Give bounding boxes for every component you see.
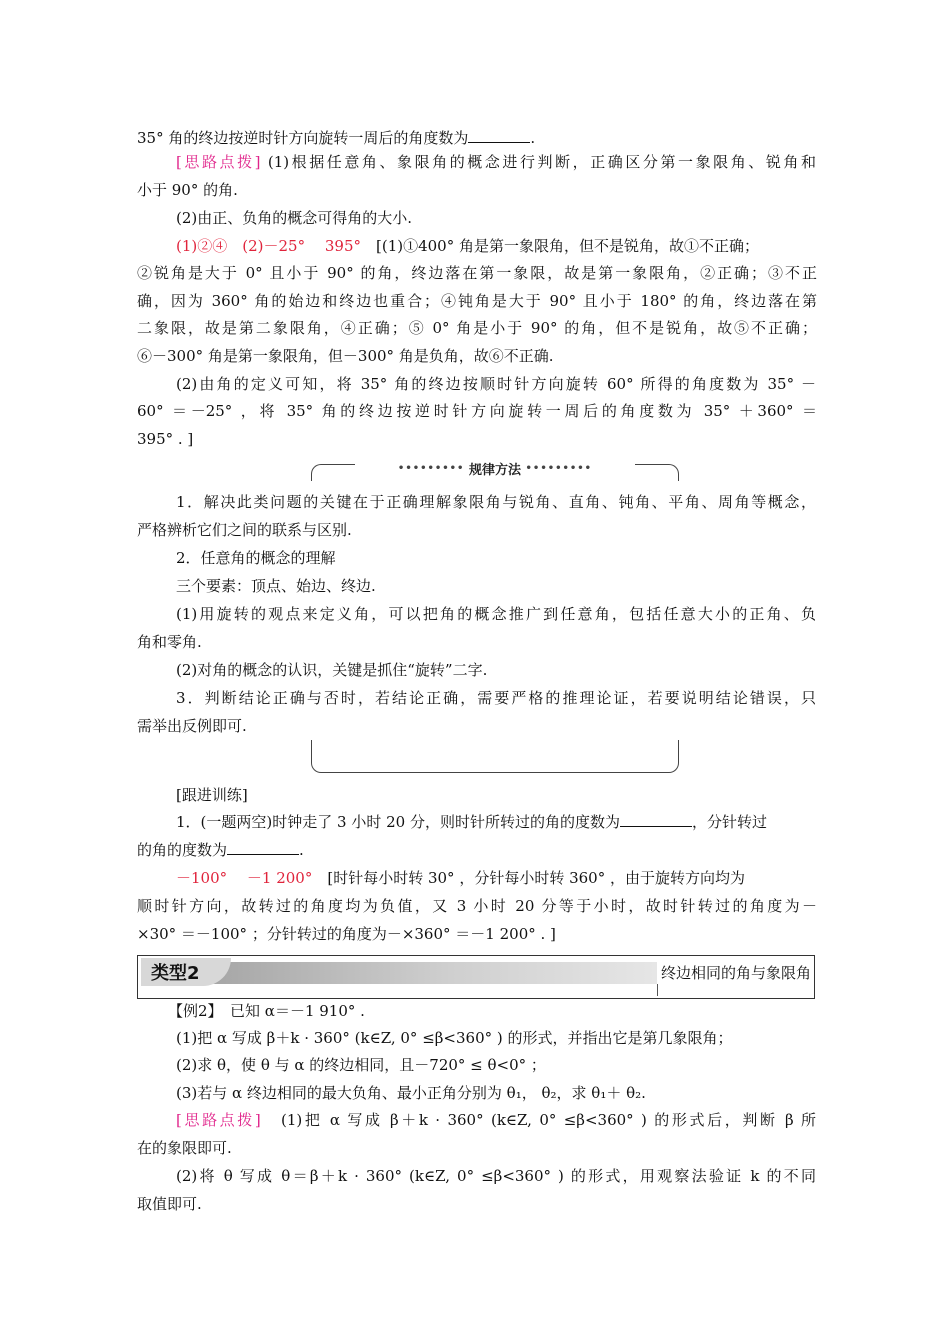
text-line: 需举出反例即可.: [137, 717, 247, 735]
answer-text: －100° －1 200°: [176, 869, 313, 887]
text-line: 2．任意角的概念的理解: [176, 549, 336, 567]
type-separator: [657, 984, 658, 996]
text-line: (2)由正、负角的概念可得角的大小.: [176, 209, 413, 227]
type-title: 终边相同的角与象限角: [660, 964, 811, 982]
text-line: 的角的度数为 .: [137, 841, 304, 859]
text-line: (1)把 α 写成 β＋k · 360° (k∈Z, 0° ≤β<360° ) 的形式，并指出它是第几象限角；: [176, 1029, 733, 1047]
text-line: (2)对角的概念的认识，关键是抓住“旋转”二字.: [176, 661, 488, 679]
text-line: 60° ＝－25° ，将 35° 角的终边按逆时针方向旋转一周后的角度数为 35° ＋360° ＝: [137, 402, 817, 420]
text-line: (2)将 θ 写成 θ＝β＋k · 360° (k∈Z, 0° ≤β<360° ) 的形式，用观察法验证 k 的不同: [176, 1167, 816, 1185]
text-line: (3)若与 α 终边相同的最大负角、最小正角分别为 θ₁， θ₂，求 θ₁＋ θ₂.: [176, 1084, 646, 1102]
text-line: [跟进训练]: [176, 786, 248, 804]
text-line: (1)用旋转的观点来定义角，可以把角的概念推广到任意角，包括任意大小的正角、负: [176, 605, 816, 623]
text-line: 取值即可.: [137, 1195, 202, 1213]
answer-blank: [620, 812, 692, 827]
method-box-title: ••••••••• 规律方法 •••••••••: [355, 458, 635, 478]
method-box-bottom: [311, 740, 679, 773]
answer-text: (1)②④ (2)－25° 395°: [176, 237, 361, 255]
hint-tag: [思路点拨]: [176, 153, 261, 171]
text-line: 【例2】 已知 α＝－1 910° .: [168, 1002, 365, 1020]
text-line: ×30° ＝－100° ；分针转过的角度为－×360° ＝－1 200° . ]: [137, 925, 556, 943]
text-line: －100° －1 200° [时针每小时转 30° ，分针每小时转 360° ，由于旋转方向均为: [176, 869, 745, 887]
text-line: (2)由角的定义可知，将 35° 角的终边按顺时针方向旋转 60° 所得的角度数为 35° －: [176, 375, 816, 393]
text-line: 三个要素：顶点、始边、终边.: [176, 577, 376, 595]
answer-blank: [227, 840, 299, 855]
type-label: 类型2: [141, 958, 231, 986]
text-line: 395° . ]: [137, 430, 194, 448]
type-header: [137, 955, 815, 999]
text-line: (1)②④ (2)－25° 395° [(1)①400° 角是第一象限角，但不是锐角，故①不正确；: [176, 237, 759, 255]
text-line: 3．判断结论正确与否时，若结论正确，需要严格的推理论证，若要说明结论错误，只: [176, 689, 816, 707]
text-line: ②锐角是大于 0° 且小于 90° 的角，终边落在第一象限，故是第一象限角，②正确；③不正: [137, 264, 817, 282]
text-line: 在的象限即可.: [137, 1139, 232, 1157]
answer-blank: [468, 128, 530, 143]
text-line: 小于 90° 的角.: [137, 181, 238, 199]
text-line: 二象限，故是第二象限角，④正确；⑤ 0° 角是小于 90° 的角，但不是锐角，故⑤不正确；: [137, 319, 817, 337]
text-line: (2)求 θ，使 θ 与 α 的终边相同，且－720° ≤ θ<0° ；: [176, 1056, 546, 1074]
hint-tag: [思路点拨]: [176, 1111, 261, 1129]
text-line: 角和零角.: [137, 633, 202, 651]
text-line: ⑥－300° 角是第一象限角，但－300° 角是负角，故⑥不正确.: [137, 347, 554, 365]
text-line: [思路点拨] (1)把 α 写成 β＋k · 360° (k∈Z, 0° ≤β<360° ) 的形式后，判断 β 所: [176, 1111, 816, 1129]
text-line: 35° 角的终边按逆时针方向旋转一周后的角度数为 .: [137, 129, 536, 147]
text-line: 顺时针方向，故转过的角度均为负值，又 3 小时 20 分等于小时，故时针转过的角度为－: [137, 897, 817, 915]
text-line: [思路点拨] (1)根据任意角、象限角的概念进行判断，正确区分第一象限角、锐角和: [176, 153, 816, 171]
text-line: 确，因为 360° 角的始边和终边也重合；④钝角是大于 90° 且小于 180° 的角，终边落在第: [137, 292, 817, 310]
text-line: 1．解决此类问题的关键在于正确理解象限角与锐角、直角、钝角、平角、周角等概念，: [176, 493, 816, 511]
text-line: 1．(一题两空)时钟走了 3 小时 20 分，则时针所转过的角的度数为 ，分针转过: [176, 813, 767, 831]
text-line: 严格辨析它们之间的联系与区别.: [137, 521, 352, 539]
